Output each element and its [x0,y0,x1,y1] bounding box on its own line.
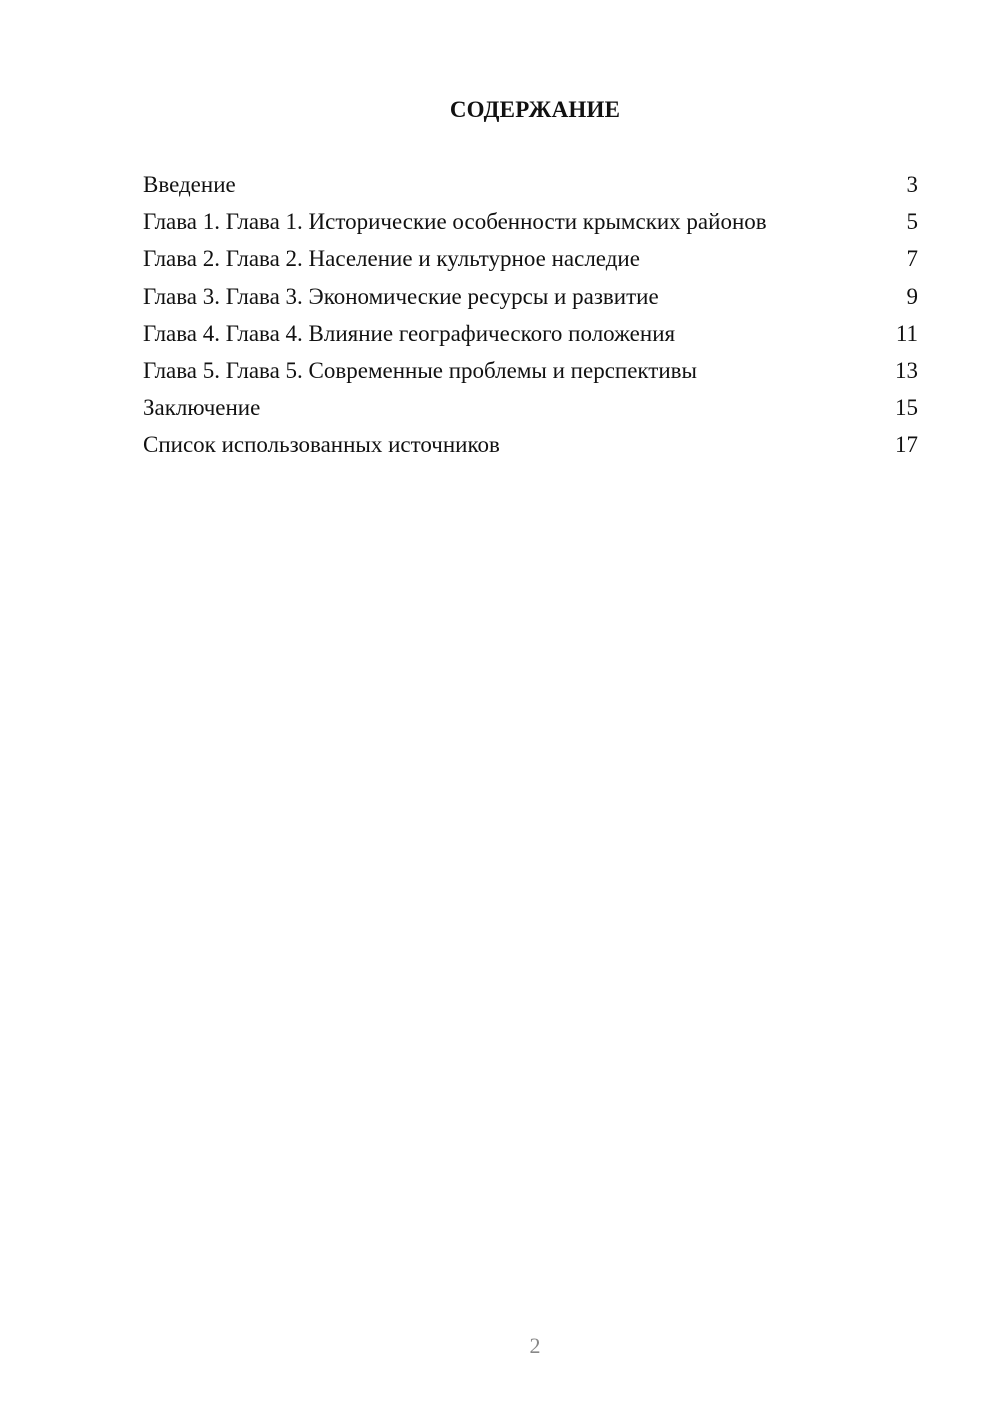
toc-item-page: 15 [895,395,918,421]
toc-item-label: Глава 2. Глава 2. Население и культурное наследие [143,246,640,272]
toc-item-page: 5 [906,209,918,235]
page-number: 2 [529,1333,541,1358]
toc-item-label: Список использованных источников [143,432,500,458]
toc-item-page: 11 [895,320,918,346]
toc-item-chapter-1 [143,207,918,244]
toc-item-page: 17 [895,432,918,458]
toc-item-label: Глава 1. Глава 1. Исторические особенности крымских районов [143,209,767,235]
toc-item-label: Заключение [143,395,261,421]
toc-item-page: 7 [906,246,918,272]
toc-item-page: 13 [895,357,918,383]
toc-item-introduction [143,170,918,207]
toc-item-label: Глава 3. Глава 3. Экономические ресурсы и развитие [143,283,659,309]
toc-item-page: 9 [906,283,918,309]
toc-item-chapter-2 [143,244,918,281]
toc-item-page: 3 [906,172,918,197]
toc-item-chapter-5 [143,356,918,393]
toc-title: СОДЕРЖАНИЕ [449,97,621,122]
toc-item-label: Введение [143,172,236,197]
toc-item-references [143,430,918,467]
toc-item-chapter-3 [143,282,918,319]
toc-item-label: Глава 4. Глава 4. Влияние географического положения [143,320,676,346]
toc-item-chapter-4 [143,319,918,356]
toc-item-label: Глава 5. Глава 5. Современные проблемы и перспективы [143,357,697,383]
table-of-contents [143,170,918,468]
toc-item-conclusion [143,393,918,430]
